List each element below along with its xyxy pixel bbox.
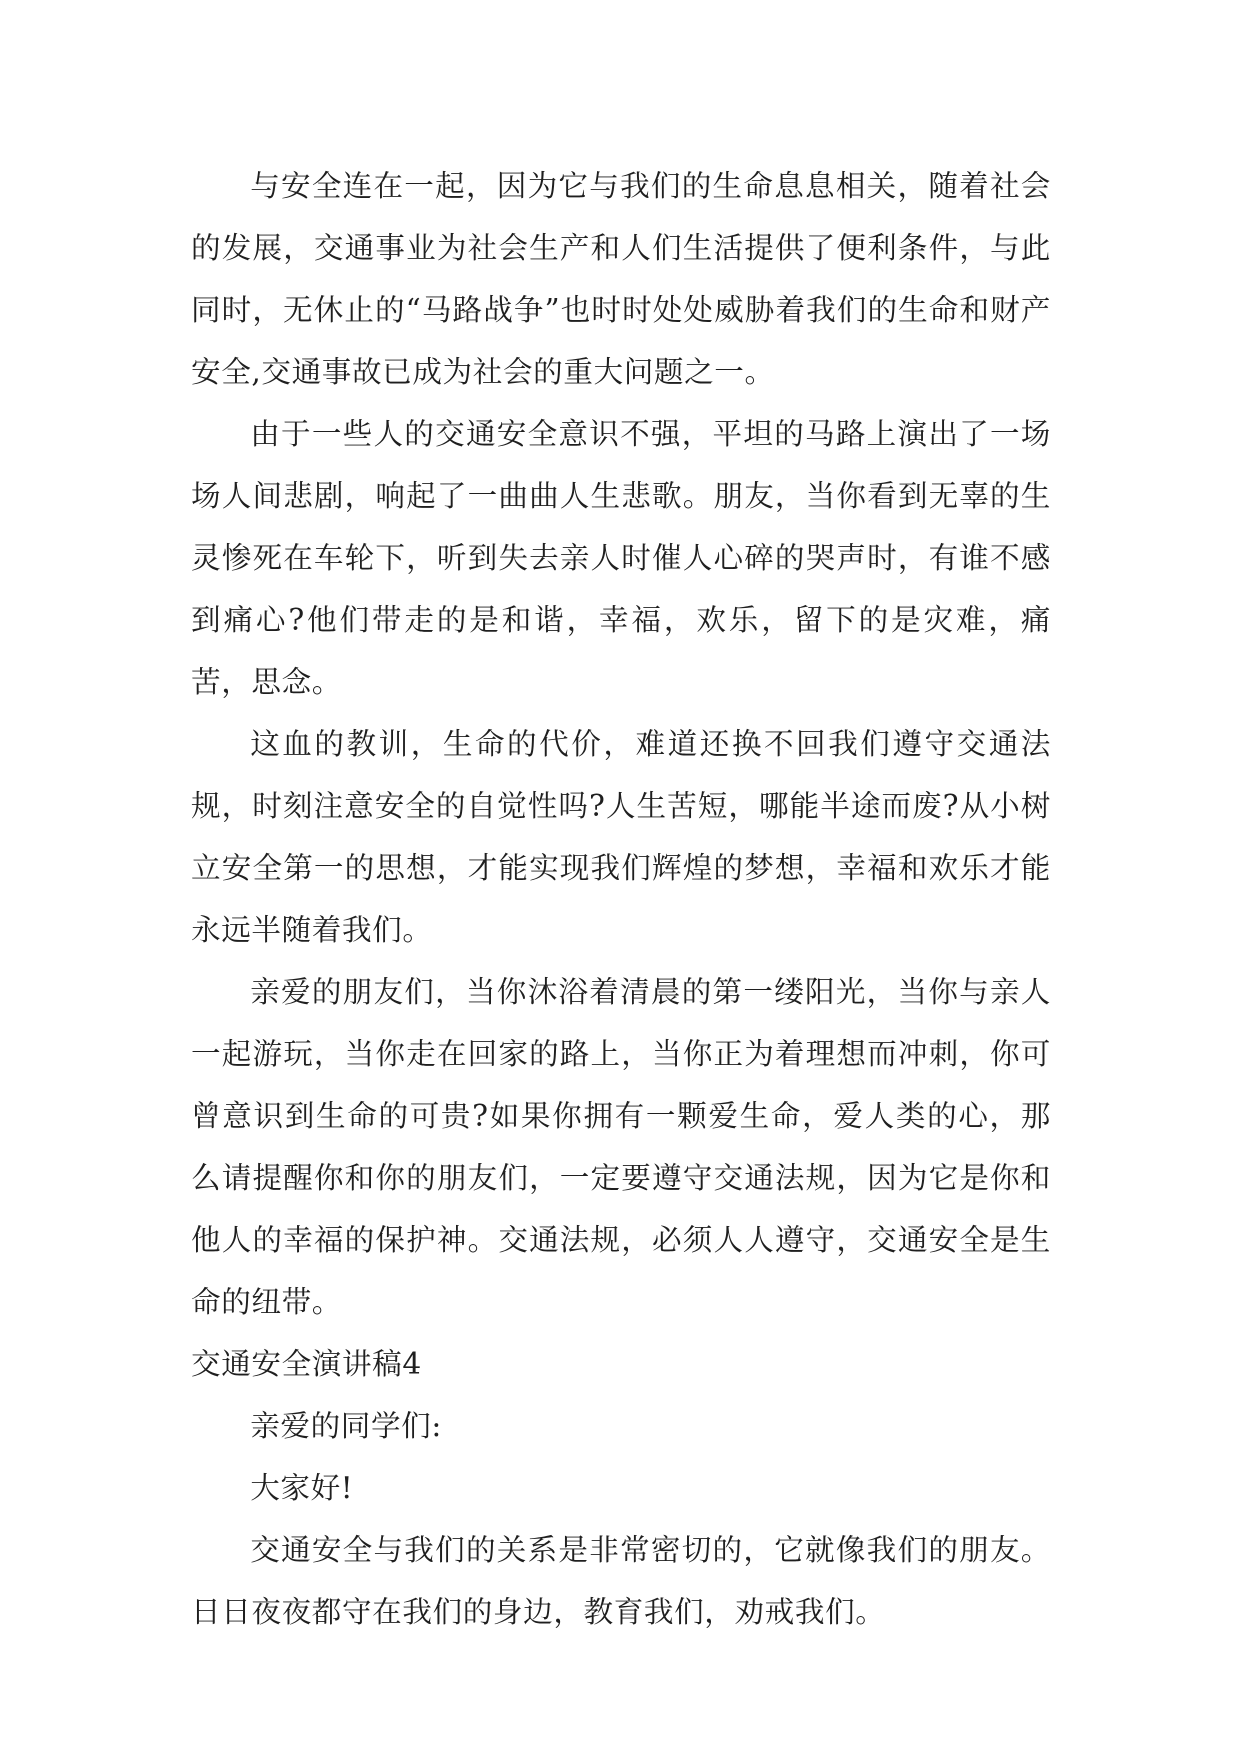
section-heading: 交通安全演讲稿4: [191, 1347, 422, 1381]
salutation: 亲爱的同学们:: [250, 1409, 442, 1443]
paragraph-5: 交通安全与我们的关系是非常密切的，它就像我们的朋友。日日夜夜都守在我们的身边，教育我们，劝戒我们。: [191, 1533, 1051, 1629]
paragraph-4: 亲爱的朋友们，当你沐浴着清晨的第一缕阳光，当你与亲人一起游玩，当你走在回家的路上，当你正为着理想而冲刺，你可曾意识到生命的可贵?如果你拥有一颗爱生命，爱人类的心，那么请提醒你和你的朋友们，一定要遵守交通法规，因为它是你和他人的幸福的保护神。交通法规，必须人人遵守，交通安全是生命的纽带。: [191, 975, 1051, 1319]
paragraph-2: 由于一些人的交通安全意识不强，平坦的马路上演出了一场场人间悲剧，响起了一曲曲人生悲歌。朋友，当你看到无辜的生灵惨死在车轮下，听到失去亲人时催人心碎的哭声时，有谁不感到痛心?他们带走的是和谐，幸福，欢乐，留下的是灾难，痛苦，思念。: [191, 417, 1051, 699]
document-body: [191, 155, 1051, 1643]
paragraph-1: 与安全连在一起，因为它与我们的生命息息相关，随着社会的发展，交通事业为社会生产和人们生活提供了便利条件，与此同时，无休止的“马路战争”也时时处处威胁着我们的生命和财产安全,交通事故已成为社会的重大问题之一。: [191, 169, 1051, 389]
paragraph-3: 这血的教训，生命的代价，难道还换不回我们遵守交通法规，时刻注意安全的自觉性吗?人生苦短，哪能半途而废?从小树立安全第一的思想，才能实现我们辉煌的梦想，幸福和欢乐才能永远半随着我们。: [191, 727, 1051, 947]
greeting: 大家好!: [250, 1471, 354, 1505]
